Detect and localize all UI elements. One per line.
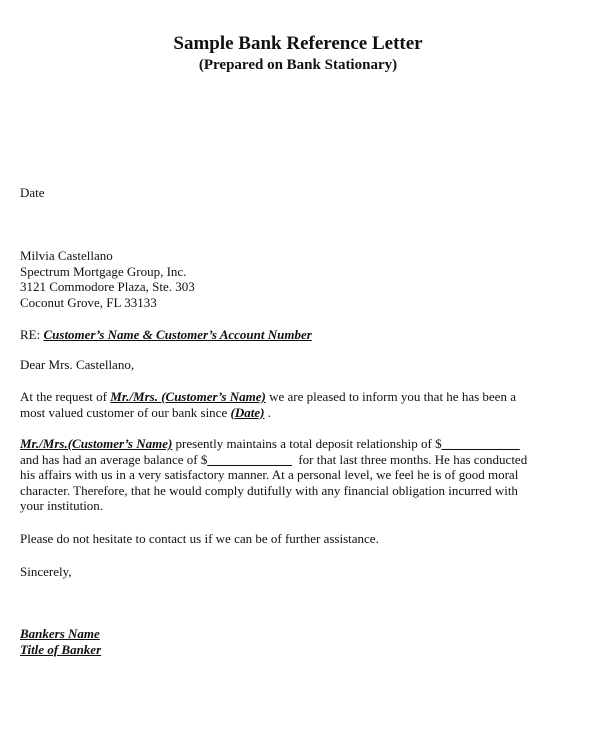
salutation: Dear Mrs. Castellano, [20,357,135,372]
letter-subtitle: (Prepared on Bank Stationary) [198,57,398,73]
banker-title: Title of Banker [20,641,102,657]
customer-name-field-2: Mr./Mrs.(Customer’s Name) [20,436,173,451]
paragraph-2-line-5: your institution. [20,498,104,513]
paragraph-1 [20,389,580,420]
deposit-amount-blank: ____________ [441,436,520,451]
paragraph-1-line-1 [20,389,580,405]
re-label: RE: [20,327,41,342]
para1-line2-suffix: . [264,404,271,420]
paragraph-1-line-2 [20,405,580,421]
paragraph-2-line-4: character. Therefore, that he would comply dutifully with any financial obligation incurred with [20,482,518,498]
date-line: Date [20,185,45,200]
recipient-name: Milvia Castellano [20,248,113,263]
average-balance-blank: _____________ [207,451,292,467]
re-value: Customer’s Name & Customer’s Account Number [43,327,312,342]
closing: Sincerely, [20,564,72,579]
para2-l2-text: and has had an average balance of $ [20,451,208,467]
paragraph-2-line-2 [20,452,580,468]
paragraph-2 [20,436,580,514]
para1-line2-prefix: most valued customer of our bank since [20,404,231,420]
paragraph-2-line-3: his affairs with us in a very satisfactory manner. At a personal level, we feel he is of good moral [20,467,519,482]
recipient-company: Spectrum Mortgage Group, Inc. [20,263,187,279]
letter-title: Sample Bank Reference Letter [173,33,423,54]
para1-prefix: At the request of [20,389,111,404]
recipient-city: Coconut Grove, FL 33133 [20,294,157,310]
paragraph-3: Please do not hesitate to contact us if we can be of further assistance. [20,531,379,546]
re-line [20,327,580,343]
para1-suffix: we are pleased to inform you that he has been a [265,389,516,404]
recipient-street: 3121 Commodore Plaza, Ste. 303 [20,279,195,294]
signature-block [20,626,580,657]
recipient-address [20,248,580,310]
customer-name-field: Mr./Mrs. (Customer’s Name) [110,389,266,404]
banker-name: Bankers Name [20,626,100,641]
para2-l1-text: presently maintains a total deposit relationship of $ [172,436,442,451]
para2-l2-suffix: for that last three months. He has conducted [291,451,528,467]
paragraph-2-line-1 [20,436,580,452]
date-field: (Date) [230,404,265,420]
